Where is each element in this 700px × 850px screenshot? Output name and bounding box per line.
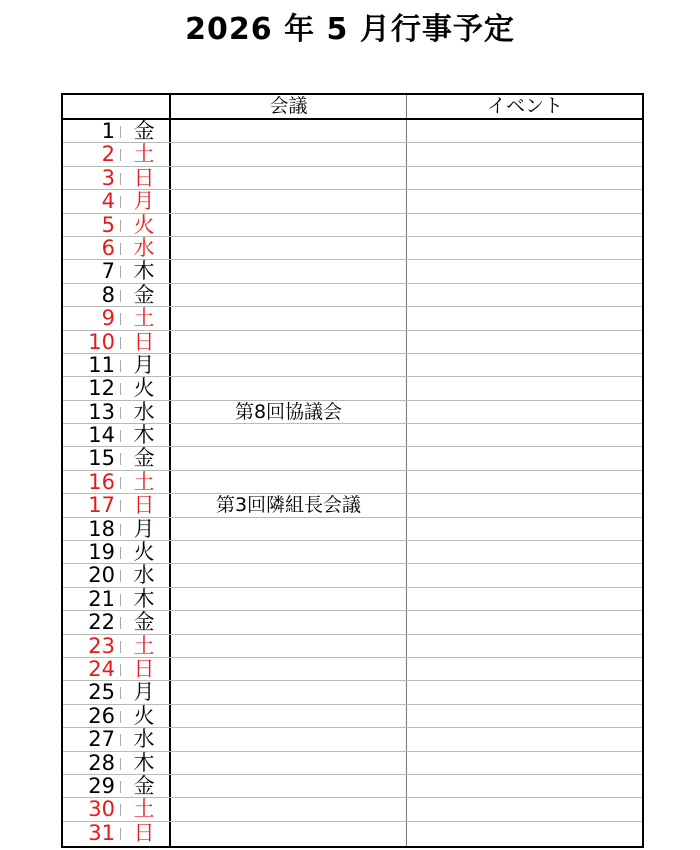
cell-divider bbox=[120, 220, 121, 232]
table-row bbox=[63, 611, 642, 634]
table-row bbox=[63, 775, 642, 798]
day-number: 4 bbox=[101, 189, 115, 214]
cell-divider bbox=[120, 641, 121, 653]
table-row bbox=[63, 588, 642, 611]
cell-divider bbox=[120, 500, 121, 512]
weekday-label: 月 bbox=[133, 189, 155, 214]
weekday-label: 土 bbox=[133, 142, 155, 167]
day-number: 25 bbox=[88, 680, 115, 705]
cell-divider bbox=[120, 758, 121, 770]
table-row bbox=[63, 120, 642, 143]
day-number: 17 bbox=[88, 493, 115, 518]
day-number: 30 bbox=[88, 797, 115, 822]
weekday-label: 日 bbox=[133, 165, 155, 190]
table-row bbox=[63, 331, 642, 354]
day-number: 15 bbox=[88, 446, 115, 471]
cell-divider bbox=[120, 524, 121, 536]
day-number: 19 bbox=[88, 540, 115, 565]
day-number: 24 bbox=[88, 656, 115, 681]
table-row bbox=[63, 401, 642, 424]
weekday-label: 火 bbox=[133, 212, 155, 237]
cell-divider bbox=[120, 734, 121, 746]
page-title: 2026 年 5 月行事予定 bbox=[185, 12, 515, 47]
cell-divider bbox=[120, 804, 121, 816]
cell-divider bbox=[120, 290, 121, 302]
weekday-label: 金 bbox=[133, 773, 155, 798]
weekday-label: 金 bbox=[133, 282, 155, 307]
day-number: 20 bbox=[88, 563, 115, 588]
weekday-label: 日 bbox=[133, 820, 155, 845]
weekday-label: 土 bbox=[133, 469, 155, 494]
cell-divider bbox=[120, 781, 121, 793]
weekday-label: 木 bbox=[133, 423, 155, 448]
day-number: 12 bbox=[88, 376, 115, 401]
weekday-label: 土 bbox=[133, 306, 155, 331]
table-row bbox=[63, 494, 642, 517]
table-row bbox=[63, 681, 642, 704]
table-body bbox=[63, 120, 642, 846]
day-number: 8 bbox=[101, 282, 115, 307]
table-row bbox=[63, 190, 642, 213]
day-number: 14 bbox=[88, 423, 115, 448]
day-number: 11 bbox=[88, 352, 115, 377]
table-row bbox=[63, 658, 642, 681]
cell-divider bbox=[120, 196, 121, 208]
meeting-cell: 第3回隣組長会議 bbox=[215, 494, 362, 517]
cell-divider bbox=[120, 337, 121, 349]
weekday-label: 水 bbox=[133, 235, 155, 260]
table-row bbox=[63, 377, 642, 400]
day-number: 13 bbox=[88, 399, 115, 424]
weekday-label: 月 bbox=[133, 516, 155, 541]
day-number: 16 bbox=[88, 469, 115, 494]
cell-divider bbox=[120, 664, 121, 676]
meeting-cell: 第8回協議会 bbox=[234, 400, 343, 423]
day-number: 21 bbox=[88, 586, 115, 611]
table-row bbox=[63, 284, 642, 307]
cell-divider bbox=[120, 430, 121, 442]
cell-divider bbox=[120, 149, 121, 161]
day-number: 31 bbox=[88, 820, 115, 845]
cell-divider bbox=[120, 547, 121, 559]
table-row bbox=[63, 635, 642, 658]
table-row bbox=[63, 728, 642, 751]
weekday-label: 水 bbox=[133, 727, 155, 752]
weekday-label: 火 bbox=[133, 703, 155, 728]
day-number: 1 bbox=[101, 119, 115, 143]
cell-divider bbox=[120, 687, 121, 699]
weekday-label: 水 bbox=[133, 399, 155, 424]
cell-divider bbox=[120, 126, 121, 138]
weekday-label: 木 bbox=[133, 750, 155, 775]
weekday-label: 日 bbox=[133, 493, 155, 518]
weekday-label: 火 bbox=[133, 376, 155, 401]
weekday-label: 土 bbox=[133, 633, 155, 658]
weekday-label: 木 bbox=[133, 259, 155, 284]
weekday-label: 金 bbox=[133, 119, 155, 143]
day-number: 18 bbox=[88, 516, 115, 541]
day-number: 26 bbox=[88, 703, 115, 728]
table-row bbox=[63, 214, 642, 237]
table-row bbox=[63, 752, 642, 775]
weekday-label: 木 bbox=[133, 586, 155, 611]
weekday-label: 土 bbox=[133, 797, 155, 822]
table-row bbox=[63, 705, 642, 728]
table-row bbox=[63, 518, 642, 541]
weekday-label: 日 bbox=[133, 656, 155, 681]
cell-divider bbox=[120, 173, 121, 185]
table-row bbox=[63, 822, 642, 845]
cell-divider bbox=[120, 570, 121, 582]
cell-divider bbox=[120, 266, 121, 278]
day-number: 27 bbox=[88, 727, 115, 752]
table-row bbox=[63, 307, 642, 330]
table-header bbox=[63, 95, 642, 120]
day-number: 6 bbox=[101, 235, 115, 260]
day-number: 2 bbox=[101, 142, 115, 167]
cell-divider bbox=[120, 243, 121, 255]
table-row bbox=[63, 471, 642, 494]
cell-divider bbox=[120, 383, 121, 395]
day-number: 3 bbox=[101, 165, 115, 190]
table-row bbox=[63, 564, 642, 587]
cell-divider bbox=[120, 711, 121, 723]
cell-divider bbox=[120, 594, 121, 606]
weekday-label: 月 bbox=[133, 352, 155, 377]
day-number: 10 bbox=[88, 329, 115, 354]
weekday-label: 月 bbox=[133, 680, 155, 705]
table-row bbox=[63, 143, 642, 166]
day-number: 28 bbox=[88, 750, 115, 775]
cell-divider bbox=[120, 453, 121, 465]
table-row bbox=[63, 447, 642, 470]
day-number: 23 bbox=[88, 633, 115, 658]
day-number: 9 bbox=[101, 306, 115, 331]
table-row bbox=[63, 541, 642, 564]
day-number: 7 bbox=[101, 259, 115, 284]
table-row bbox=[63, 260, 642, 283]
header-meeting: 会議 bbox=[269, 95, 308, 117]
weekday-label: 金 bbox=[133, 446, 155, 471]
cell-divider bbox=[120, 407, 121, 419]
header-event: イベント bbox=[486, 95, 563, 117]
table-row bbox=[63, 798, 642, 821]
cell-divider bbox=[120, 313, 121, 325]
cell-divider bbox=[120, 477, 121, 489]
day-number: 5 bbox=[101, 212, 115, 237]
day-number: 29 bbox=[88, 773, 115, 798]
cell-divider bbox=[120, 360, 121, 372]
table-row bbox=[63, 424, 642, 447]
weekday-label: 水 bbox=[133, 563, 155, 588]
weekday-label: 日 bbox=[133, 329, 155, 354]
day-number: 22 bbox=[88, 610, 115, 635]
table-row bbox=[63, 354, 642, 377]
weekday-label: 火 bbox=[133, 540, 155, 565]
schedule-table bbox=[61, 93, 644, 848]
cell-divider bbox=[120, 617, 121, 629]
weekday-label: 金 bbox=[133, 610, 155, 635]
table-row bbox=[63, 167, 642, 190]
table-row bbox=[63, 237, 642, 260]
cell-divider bbox=[120, 828, 121, 840]
